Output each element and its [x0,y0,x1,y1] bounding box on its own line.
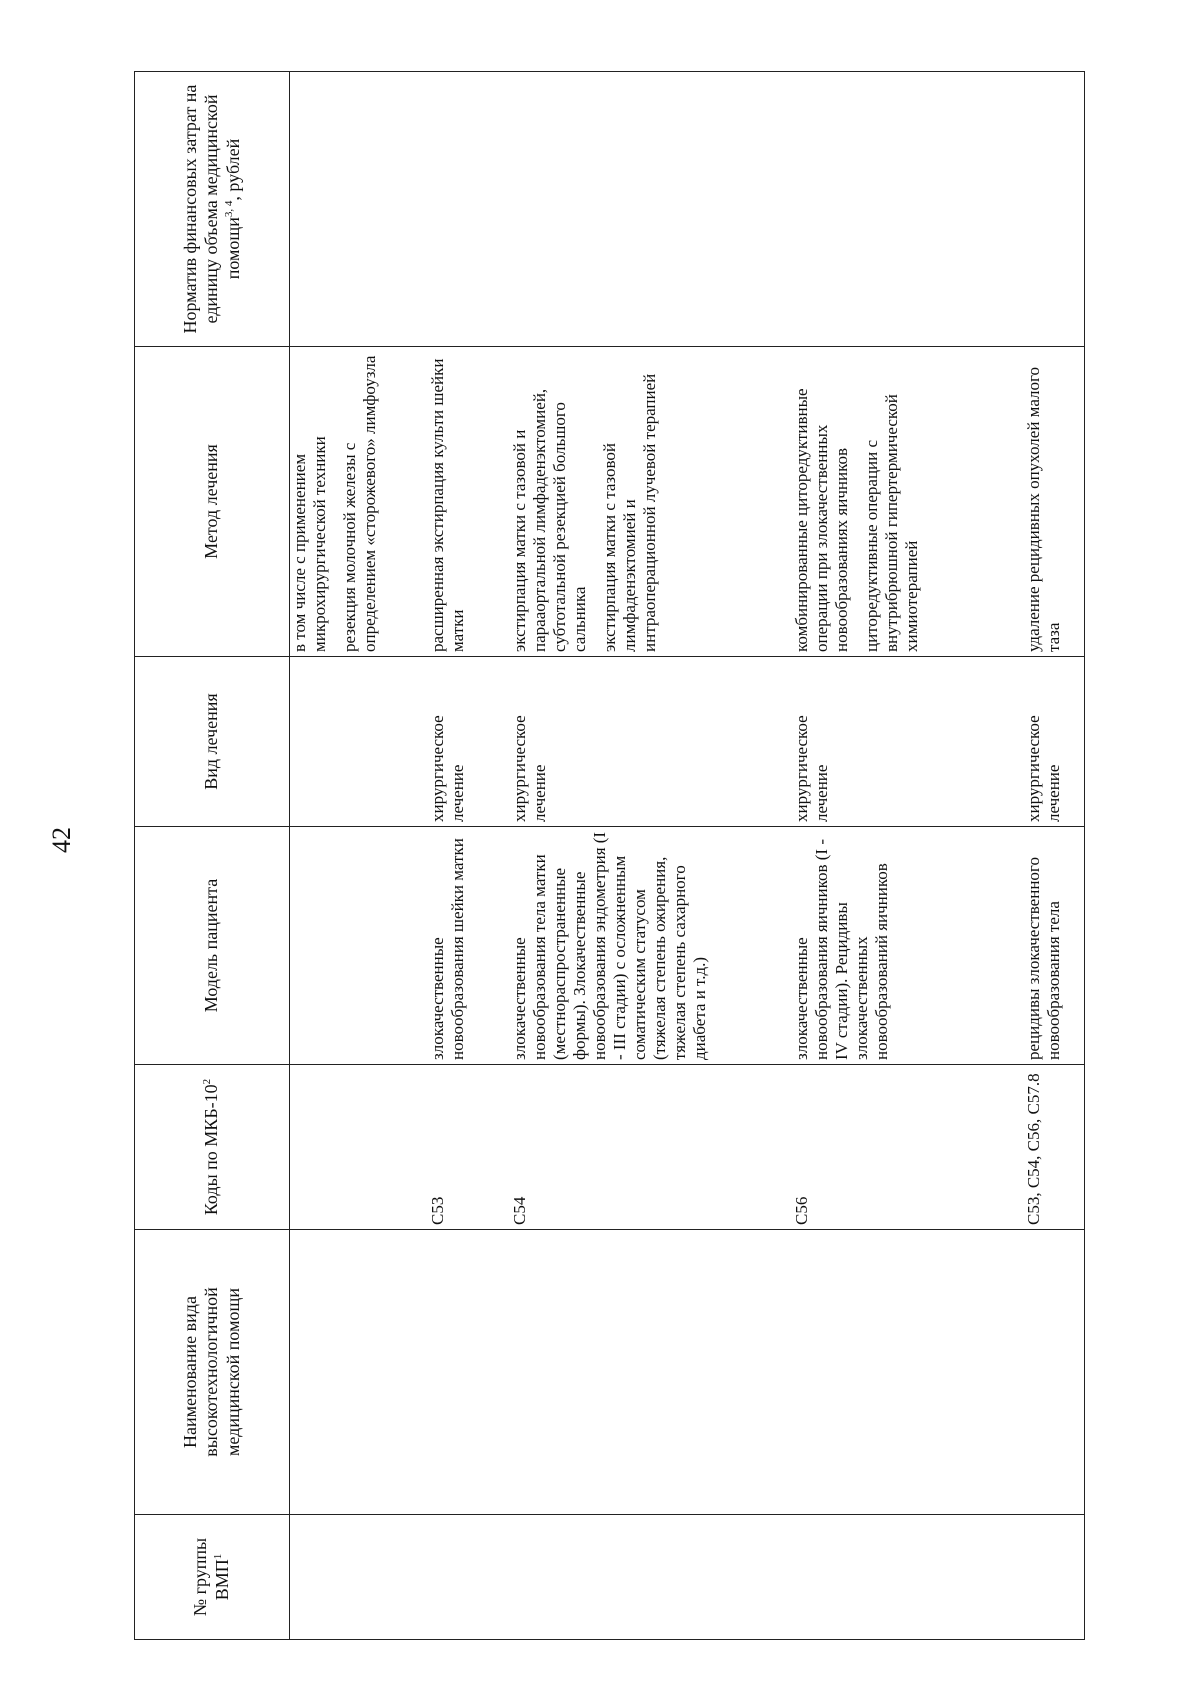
row-methods-block [1024,347,1084,656]
header-codes: Коды по МКБ-$10^2$ [135,1065,290,1230]
row-codes-block [428,1065,510,1229]
header-norm: Норматив финансовых затрат на единицу объема медицинской помощи$^{3, 4}$, рублей [135,72,290,347]
row-codes: C53, C54, C56, C57.8 [1024,1073,1043,1225]
method-item: комбинированные циторедуктивные операции при злокачественных новообразованиях яичников [792,388,851,652]
row-methods-block [510,347,792,656]
header-group-no: № группы ВМП$^1$ [135,1515,290,1640]
group-no-cell [290,1515,1085,1640]
norm-cell [290,72,1085,347]
row-codes: C54 [510,1196,529,1225]
page-number: 42 [47,827,76,853]
row-treatment-type-block [1024,657,1084,826]
row-codes-block [510,1065,792,1229]
row-methods-block [290,347,428,656]
row-treatment-type-block [428,657,510,826]
rotated-table-container [134,72,1070,1640]
method-item: удаление рецидивных опухолей малого таза [1024,366,1063,652]
method-item: экстирпация матки с тазовой лимфаденэктомией и интраоперационной лучевой терапией [600,373,659,652]
row-patient-model-block [1024,827,1084,1064]
row-methods-block [792,347,1024,656]
header-treatment-type: Вид лечения [135,657,290,827]
method-item: циторедуктивные операции с внутрибрюшной гипертермической химиотерапией [862,394,921,652]
row-codes: C56 [792,1196,811,1225]
row-patient-model-block [290,827,428,1064]
kind-name-cell [290,1230,1085,1515]
header-row [135,72,290,1640]
row-treatment-type: хирургическое лечение [792,715,831,822]
row-patient-model-block [510,827,792,1064]
row-codes-block [792,1065,1024,1229]
row-patient-model-block [428,827,510,1064]
row-patient-model: злокачественные новообразования яичников (I - IV стадии). Рецидивы злокачественных новообразований яичников [792,839,891,1060]
codes-cell [290,1065,1085,1230]
row-codes-block [290,1065,428,1229]
row-codes: C53 [428,1196,447,1225]
method-item: в том числе с применением микрохирургической техники [290,436,329,652]
header-patient-model: Модель пациента [135,827,290,1065]
header-method: Метод лечения [135,347,290,657]
row-treatment-type-block [792,657,1024,826]
row-treatment-type-block [290,657,428,826]
header-kind-name: Наименование вида высокотехнологичной медицинской помощи [135,1230,290,1515]
row-treatment-type: хирургическое лечение [1024,715,1063,822]
patient-model-cell [290,827,1085,1065]
row-treatment-type: хирургическое лечение [428,715,467,822]
row-patient-model-block [792,827,1024,1064]
method-item: резекция молочной железы с определением «сторожевого» лимфоузла [340,355,379,652]
method-cell [290,347,1085,657]
vmp-table [134,71,1085,1640]
row-codes-block [1024,1065,1084,1229]
treatment-type-cell [290,657,1085,827]
body-row [290,72,1085,1640]
method-item: расширенная экстирпация культи шейки матки [428,358,467,652]
row-patient-model: злокачественные новообразования шейки матки [428,838,467,1060]
row-patient-model: злокачественные новообразования тела матки (местнораспространенные формы). Злокачественные новообразования эндометрия (I - III стадии) с осложненным соматическим статусом (тяжелая степень ожирения, тяжелая степень сахарного диабета и т.д.) [510,831,709,1060]
row-methods-block [428,347,510,656]
row-treatment-type-block [510,657,792,826]
row-patient-model: рецидивы злокачественного новообразования тела [1024,857,1063,1060]
method-item: экстирпация матки с тазовой и парааортальной лимфаденэктомией, субтотальной резекцией большого сальника [510,388,589,652]
row-treatment-type: хирургическое лечение [510,715,549,822]
